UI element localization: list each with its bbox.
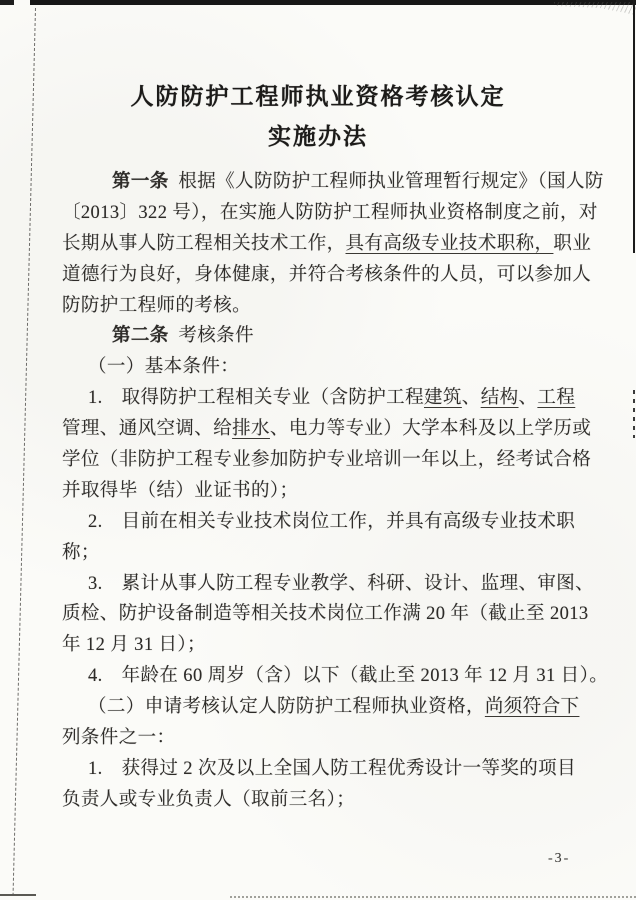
page-number: -3- — [548, 851, 571, 866]
text-segment: 年 12 月 31 日）； — [62, 635, 206, 656]
text-line — [62, 661, 609, 692]
text-line — [62, 507, 574, 538]
text-segment: 排水 — [232, 419, 270, 440]
scan-edge-top — [30, 0, 636, 5]
text-line — [62, 291, 574, 322]
text-segment: 4. 年龄在 60 周岁（含）以下（截止至 2013 年 12 月 31 日）。 — [88, 666, 609, 687]
text-segment: 、电力等专业）大学本科及以上学历或 — [269, 419, 592, 440]
document-title-line1: 人防防护工程师执业资格考核认定 — [130, 83, 506, 109]
text-line — [62, 260, 592, 291]
text-segment: 称； — [62, 542, 100, 563]
scan-smudge-top-right — [554, 2, 636, 15]
text-line — [62, 692, 580, 723]
text-line — [62, 229, 592, 260]
text-line — [62, 723, 574, 754]
text-line — [62, 785, 574, 816]
text-line — [62, 352, 574, 383]
text-segment: 第一条 — [112, 172, 169, 192]
scan-edge-bottom — [230, 896, 636, 898]
text-segment: 具有高级专业技术职称， — [345, 233, 554, 254]
text-segment: 管理、通风空调、给 — [62, 419, 233, 440]
text-segment: 列条件之一： — [62, 728, 176, 749]
document-body — [62, 167, 609, 816]
text-line — [62, 599, 589, 630]
text-segment: 建筑 — [423, 388, 462, 409]
text-segment: 3. 累计从事人防工程专业教学、科研、设计、监理、审图、 — [88, 573, 595, 594]
text-segment: 第二条 — [112, 326, 169, 347]
scan-mark-right — [633, 390, 635, 438]
text-segment: 长期从事人防工程相关技术工作， — [62, 233, 346, 254]
text-segment: 学位（非防护工程专业参加防护专业培训一年以上，经考试合格 — [62, 450, 592, 471]
text-line — [62, 754, 574, 785]
text-line — [62, 569, 595, 600]
text-line — [62, 167, 604, 198]
text-segment: 、 — [518, 388, 538, 409]
text-segment: 考核条件 — [168, 326, 254, 347]
text-segment: 防防护工程师的考核。 — [62, 295, 252, 316]
text-line — [62, 198, 598, 229]
document-title-line2: 实施办法 — [268, 123, 368, 149]
document-title — [0, 76, 636, 156]
text-segment: 2. 目前在相关专业技术岗位工作，并具有高级专业技术职 — [88, 511, 576, 532]
text-line — [62, 445, 592, 476]
scan-edge-top-left — [0, 0, 14, 5]
text-segment: 1. 获得过 2 次及以上全国人防工程优秀设计一等奖的项目 — [88, 758, 576, 779]
text-segment: 根据《人防防护工程师执业管理暂行规定》（国人防 — [168, 172, 604, 192]
text-line — [62, 414, 592, 445]
text-line — [62, 538, 574, 569]
text-segment: 工程 — [537, 388, 576, 409]
text-segment: 1. 取得防护工程相关专业（含防护工程 — [88, 388, 424, 409]
text-segment: 〔2013〕322 号），在实施人防防护工程师执业资格制度之前，对 — [62, 202, 598, 223]
text-segment: （二）申请考核认定人防防护工程师执业资格， — [88, 697, 485, 718]
text-line — [62, 383, 574, 414]
text-line — [62, 476, 574, 507]
text-segment: 负责人或专业负责人（取前三名）； — [62, 789, 356, 810]
text-segment: 结构 — [480, 388, 519, 409]
text-segment: 质检、防护设备制造等相关技术岗位工作满 20 年（截止至 2013 — [62, 604, 589, 625]
text-segment: 并取得毕（结）业证书的）； — [62, 480, 299, 501]
scan-mark-bottom-left — [0, 894, 36, 896]
text-segment: （一）基本条件： — [88, 357, 240, 378]
text-segment: 尚须符合下 — [484, 697, 580, 718]
text-line — [62, 321, 574, 352]
text-segment: 职业 — [553, 233, 592, 254]
text-segment: 、 — [461, 388, 481, 409]
text-line — [62, 630, 574, 661]
text-segment: 道德行为良好，身体健康，并符合考核条件的人员，可以参加人 — [62, 264, 592, 285]
